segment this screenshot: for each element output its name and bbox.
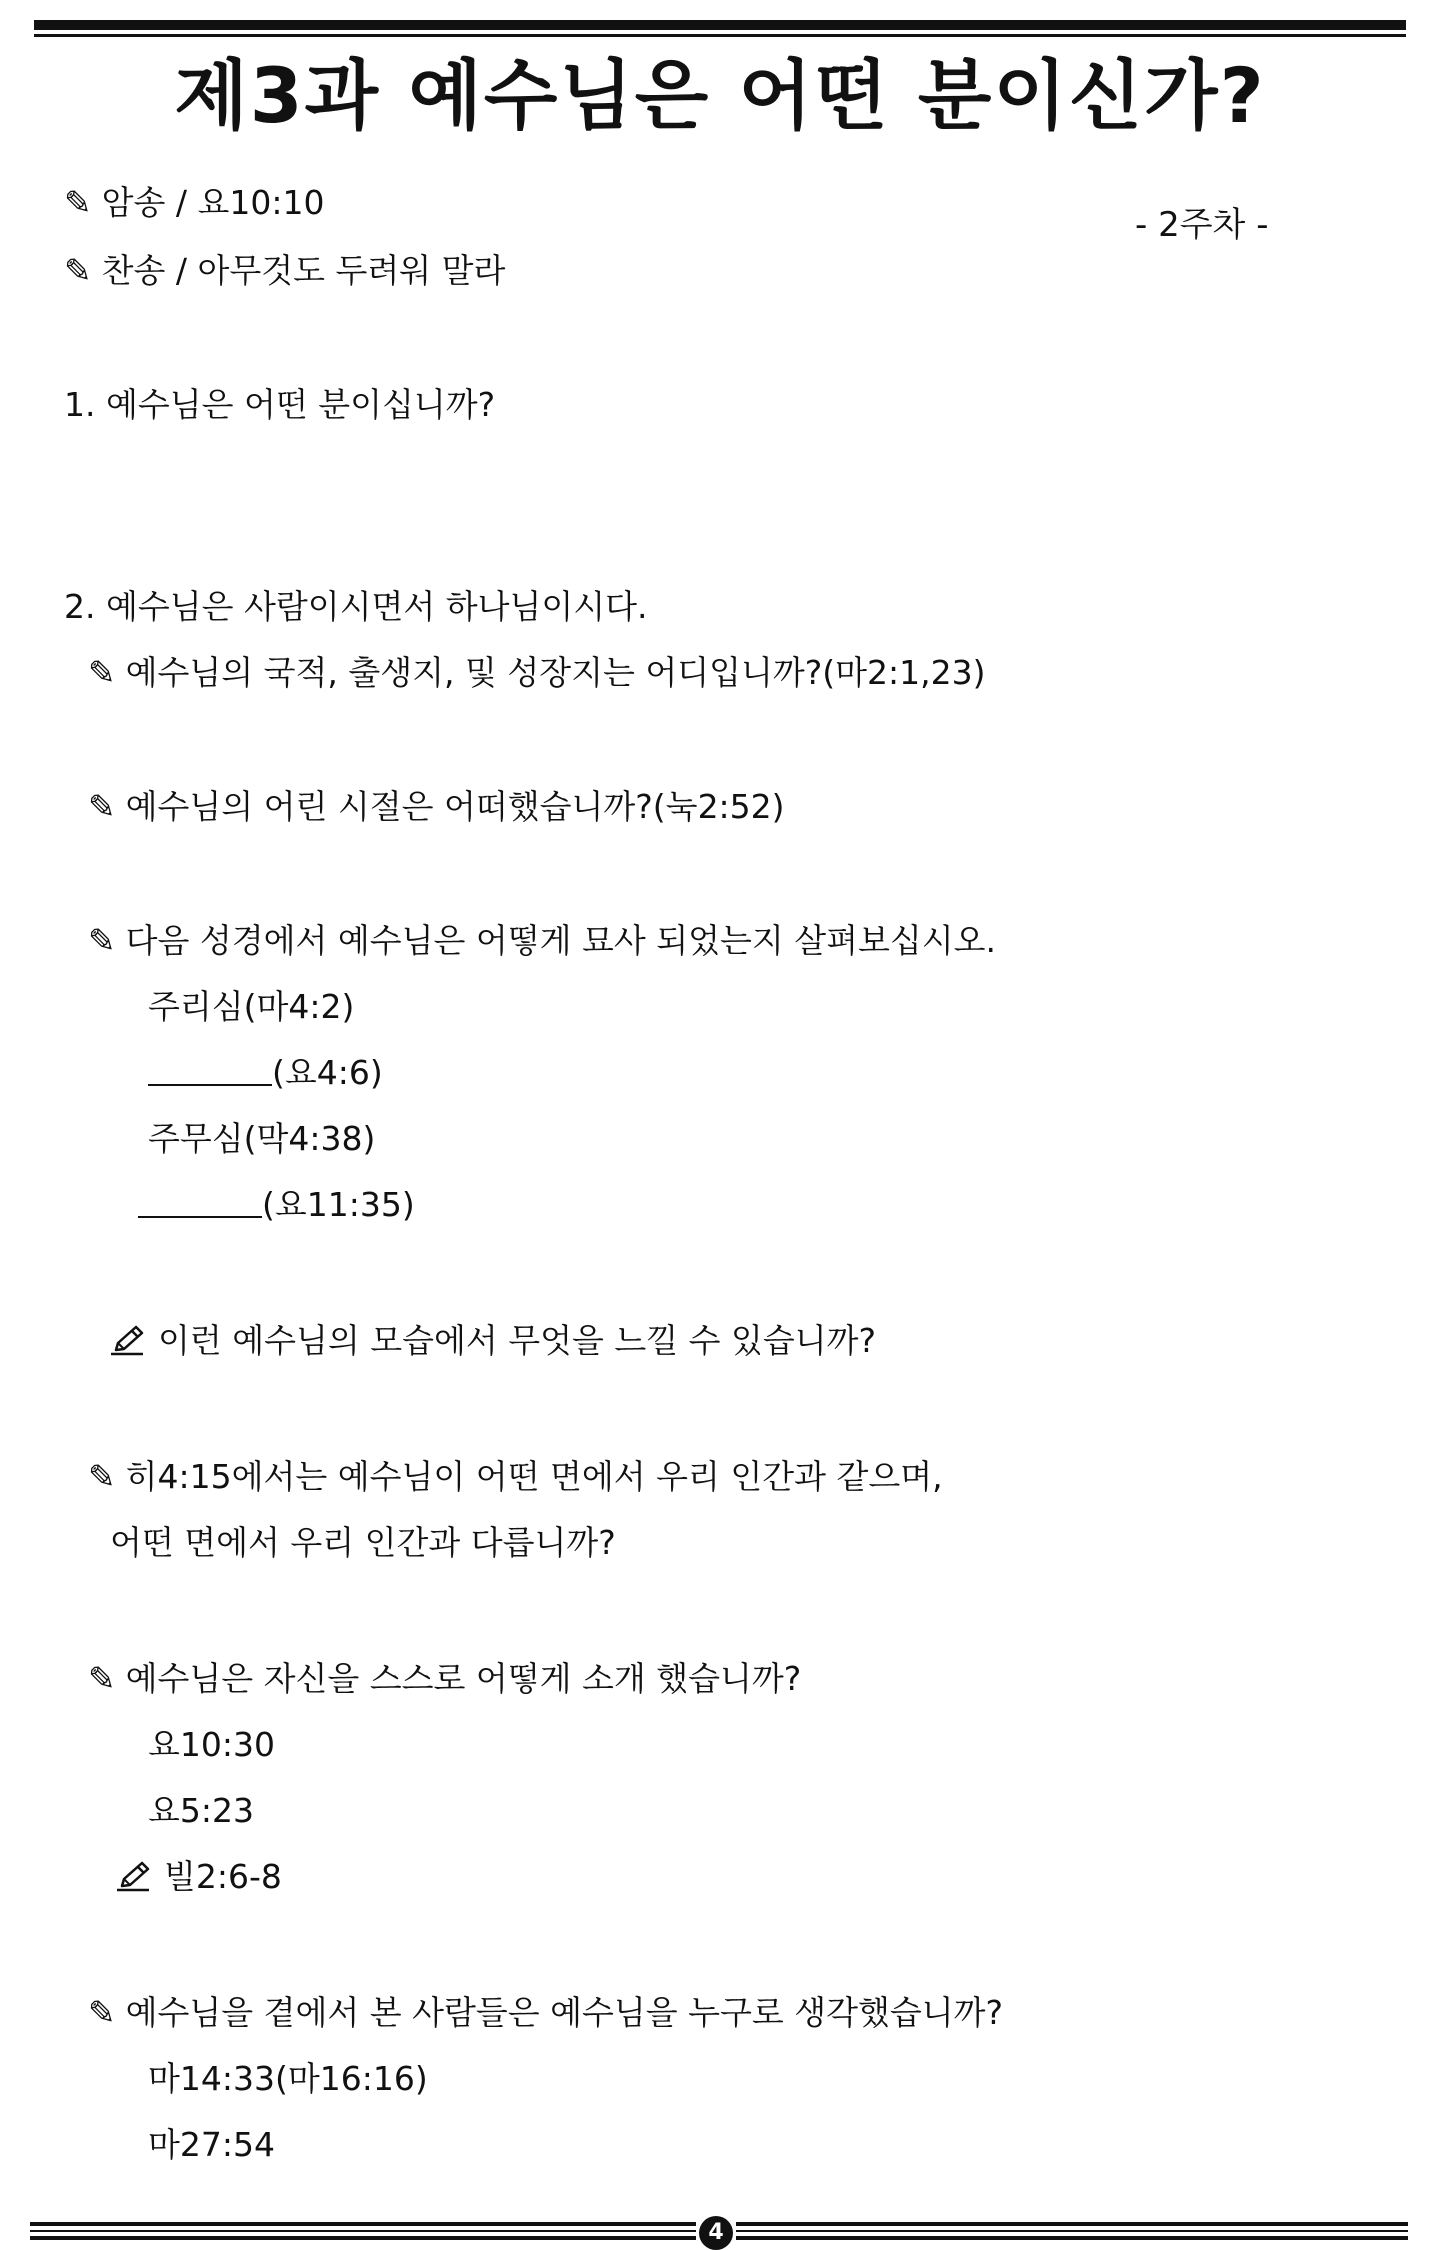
question-2: 2. 예수님은 사람이시면서 하나님이시다. xyxy=(64,587,648,626)
question-2a: ✎ 예수님의 국적, 출생지, 및 성장지는 어디입니까?(마2:1,23) xyxy=(88,653,986,692)
question-2e: ✎ 히4:15에서는 예수님이 어떤 면에서 우리 인간과 같으며, xyxy=(88,1457,943,1496)
pencil-icon: ✎ xyxy=(88,1457,116,1496)
footer-rule-left-thick-2 xyxy=(30,2236,696,2240)
question-1: 1. 예수님은 어떤 분이십니까? xyxy=(64,385,496,424)
page-title: 제3과 예수님은 어떤 분이신가? xyxy=(174,51,1266,140)
pencil-icon: ✎ xyxy=(88,1659,116,1698)
list-item: 주리심(마4:2) xyxy=(148,987,355,1026)
list-item: 요10:30 xyxy=(148,1725,275,1764)
footer-rule-right-thin xyxy=(736,2230,1408,2232)
question-2d: 이런 예수님의 모습에서 무엇을 느낄 수 있습니까? xyxy=(108,1324,876,1358)
list-item: 마27:54 xyxy=(148,2125,275,2164)
hymn-line xyxy=(64,251,506,290)
question-2b: ✎ 예수님의 어린 시절은 어떠했습니까?(눅2:52) xyxy=(88,787,785,826)
question-2f: ✎ 예수님은 자신을 스스로 어떻게 소개 했습니까? xyxy=(88,1659,802,1698)
pencil-icon: ✎ xyxy=(64,251,92,290)
pencil-write-icon xyxy=(114,1860,154,1894)
list-item: 마14:33(마16:16) xyxy=(148,2059,428,2098)
pencil-icon: ✎ xyxy=(88,653,116,692)
top-rule-thick xyxy=(34,20,1406,30)
answer-blank[interactable] xyxy=(148,1058,272,1086)
pencil-icon: ✎ xyxy=(88,787,116,826)
pencil-icon: ✎ xyxy=(88,921,116,960)
list-item: (요4:6) xyxy=(148,1056,383,1089)
pencil-icon: ✎ xyxy=(88,1993,116,2032)
list-item: 요5:23 xyxy=(148,1791,254,1830)
pencil-write-icon xyxy=(108,1324,148,1358)
page-number: 4 xyxy=(699,2216,733,2250)
week-label: - 2주차 - xyxy=(1135,205,1269,245)
hymn: 찬송 / 아무것도 두려워 말라 xyxy=(101,251,506,290)
question-2c: ✎ 다음 성경에서 예수님은 어떻게 묘사 되었는지 살펴보십시오. xyxy=(88,921,997,960)
memory-verse-line xyxy=(64,183,325,222)
footer-rule-left-thin xyxy=(30,2230,696,2232)
footer-rule-right-thick-2 xyxy=(736,2236,1408,2240)
pencil-icon: ✎ xyxy=(64,183,92,222)
question-2e-cont: 어떤 면에서 우리 인간과 다릅니까? xyxy=(110,1523,616,1562)
footer-rule-left-thick xyxy=(30,2222,696,2226)
list-item: 주무심(막4:38) xyxy=(148,1119,376,1158)
list-item: 빌2:6-8 xyxy=(114,1860,282,1894)
footer-rule-right-thick xyxy=(736,2222,1408,2226)
answer-blank[interactable] xyxy=(138,1190,262,1218)
memory-verse: 암송 / 요10:10 xyxy=(101,183,325,222)
list-item: (요11:35) xyxy=(138,1188,415,1221)
top-rule-thin xyxy=(34,34,1406,37)
question-2g: ✎ 예수님을 곁에서 본 사람들은 예수님을 누구로 생각했습니까? xyxy=(88,1993,1004,2032)
